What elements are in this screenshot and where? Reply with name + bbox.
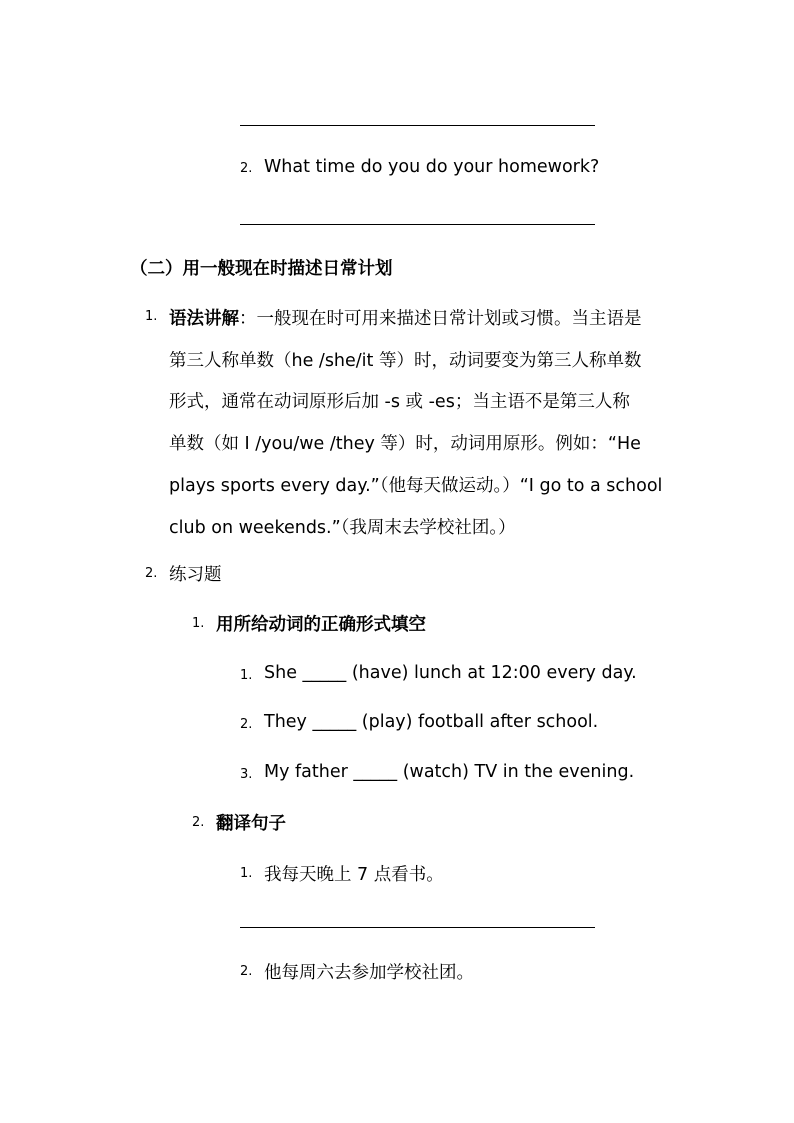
list-number: 1. bbox=[192, 616, 205, 631]
translate-sentence: 他每周六去参加学校社团。 bbox=[264, 963, 474, 983]
grammar-text: ：一般现在时可用来描述日常计划或习惯。当主语是 bbox=[239, 309, 642, 329]
list-number: 2. bbox=[192, 815, 205, 830]
grammar-line-5: plays sports every day.”（他每天做运动。）“I go to a school bbox=[169, 476, 663, 496]
list-number: 2. bbox=[240, 964, 253, 979]
grammar-label: 语法讲解 bbox=[169, 309, 239, 329]
list-number: 2. bbox=[240, 717, 253, 732]
answer-line bbox=[240, 224, 595, 225]
practice-title: 练习题 bbox=[169, 565, 222, 585]
grammar-line-3: 形式，通常在动词原形后加 -s 或 -es；当主语不是第三人称 bbox=[169, 392, 630, 412]
list-number: 1. bbox=[145, 309, 158, 324]
exercise-sentence: They _____ (play) football after school. bbox=[264, 712, 599, 732]
grammar-line-4: 单数（如 I /you/we /they 等）时，动词用原形。例如：“He bbox=[169, 434, 641, 454]
grammar-line-2: 第三人称单数（he /she/it 等）时，动词要变为第三人称单数 bbox=[169, 351, 642, 371]
list-number: 2. bbox=[145, 566, 158, 581]
grammar-line-6: club on weekends.”（我周末去学校社团。） bbox=[169, 518, 516, 538]
fill-blank-title: 用所给动词的正确形式填空 bbox=[216, 615, 426, 635]
section-heading: （二）用一般现在时描述日常计划 bbox=[130, 259, 393, 279]
exercise-sentence: She _____ (have) lunch at 12:00 every day. bbox=[264, 663, 637, 683]
list-number: 1. bbox=[240, 866, 253, 881]
question-text: What time do you do your homework? bbox=[264, 157, 600, 177]
list-number: 1. bbox=[240, 668, 253, 683]
list-number: 2. bbox=[240, 161, 253, 176]
answer-line bbox=[240, 125, 595, 126]
translate-title: 翻译句子 bbox=[216, 814, 286, 834]
list-number: 3. bbox=[240, 767, 253, 782]
answer-line bbox=[240, 927, 595, 928]
grammar-line-1 bbox=[169, 305, 642, 330]
translate-sentence: 我每天晚上 7 点看书。 bbox=[264, 865, 444, 885]
exercise-sentence: My father _____ (watch) TV in the evening. bbox=[264, 762, 635, 782]
